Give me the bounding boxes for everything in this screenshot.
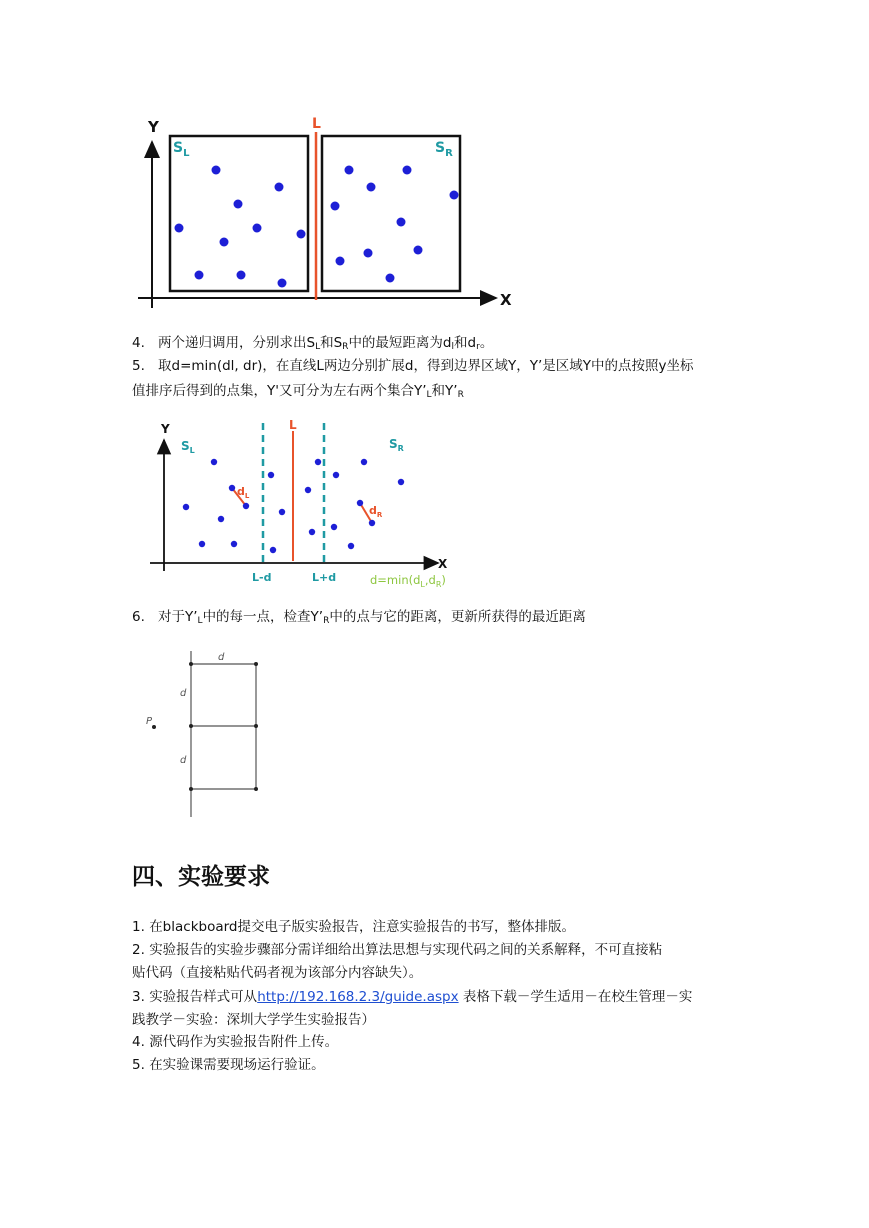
figure-strip	[128, 415, 468, 593]
point	[403, 166, 412, 175]
step-4: 4. 两个递归调用，分别求出$S_L$和$S_R$中的最短距离为$d_l$和$d_r$。	[132, 335, 494, 352]
point	[369, 520, 375, 526]
step-number: 6.	[132, 609, 145, 625]
corner-point	[254, 724, 258, 728]
point	[348, 543, 354, 549]
left-set-box	[170, 136, 308, 291]
step-number: 4.	[132, 335, 145, 351]
d-low-label: d	[180, 755, 187, 766]
point	[243, 503, 249, 509]
requirement-3-line-2: 践教学－实验：深圳大学学生实验报告）	[132, 1012, 375, 1028]
left-set-label: $S_L$	[181, 439, 195, 455]
point	[211, 459, 217, 465]
point	[212, 166, 221, 175]
point	[361, 459, 367, 465]
x-axis-label: X	[500, 291, 512, 309]
requirement-1: 1. 在blackboard提交电子版实验报告，注意实验报告的书写，整体排版。	[132, 919, 576, 935]
right-set-label: $S_R$	[389, 437, 404, 453]
right-set-label: $S_R$	[435, 140, 453, 159]
point	[218, 516, 224, 522]
dl-label: $d_L$	[237, 485, 250, 500]
point	[315, 459, 321, 465]
x-axis-label: X	[438, 557, 448, 571]
point	[278, 279, 287, 288]
requirement-5: 5. 在实验课需要现场运行验证。	[132, 1057, 325, 1073]
point	[450, 191, 459, 200]
left-set-label: $S_L$	[173, 140, 190, 159]
point	[345, 166, 354, 175]
divider-label: L	[289, 418, 297, 432]
point	[305, 487, 311, 493]
corner-point	[189, 662, 193, 666]
point	[297, 230, 306, 239]
corner-point	[254, 662, 258, 666]
point	[367, 183, 376, 192]
point	[229, 485, 235, 491]
point	[183, 504, 189, 510]
lplus-label: L+d	[312, 571, 337, 584]
requirement-2-line-2: 贴代码（直接粘贴代码者视为该部分内容缺失）。	[132, 965, 423, 981]
step-5-line-2: 值排序后得到的点集，Y'又可分为左右两个集合$Y’_L$和$Y’_R$	[132, 383, 464, 400]
point	[199, 541, 205, 547]
guide-link[interactable]: http://192.168.2.3/guide.aspx	[257, 989, 459, 1005]
point	[386, 274, 395, 283]
requirement-3-line-1: 3. 实验报告样式可从http://192.168.2.3/guide.aspx 表格下载－学生适用－在校生管理－实	[132, 989, 693, 1005]
point	[414, 246, 423, 255]
point	[270, 547, 276, 553]
divider-label: L	[312, 116, 321, 132]
p-label: P	[146, 716, 153, 727]
point	[397, 218, 406, 227]
point	[234, 200, 243, 209]
point	[331, 524, 337, 530]
requirement-4: 4. 源代码作为实验报告附件上传。	[132, 1034, 339, 1050]
point	[253, 224, 262, 233]
point	[309, 529, 315, 535]
point	[231, 541, 237, 547]
corner-point	[189, 787, 193, 791]
point	[220, 238, 229, 247]
point	[364, 249, 373, 258]
corner-point	[189, 724, 193, 728]
step-number: 5.	[132, 358, 145, 374]
section-heading: 四、实验要求	[132, 863, 270, 890]
point	[331, 202, 340, 211]
point	[398, 479, 404, 485]
point	[275, 183, 284, 192]
step-5-line-1: 5. 取d=min(dl, dr)，在直线L两边分别扩展d，得到边界区域Y，Y’是区域Y中的点按照y坐标	[132, 358, 694, 374]
y-axis-label: Y	[148, 118, 159, 136]
point	[237, 271, 246, 280]
min-formula: $d=\min(d_L,d_R)$	[370, 573, 446, 589]
point	[279, 509, 285, 515]
d-mid-label: d	[180, 688, 187, 699]
right-set-box	[322, 136, 460, 291]
lminus-label: L-d	[252, 571, 272, 584]
figure-d-by-2d-box	[140, 645, 280, 820]
point	[175, 224, 184, 233]
point	[268, 472, 274, 478]
point	[357, 500, 363, 506]
point	[195, 271, 204, 280]
figure-divide-sets	[130, 112, 530, 312]
corner-point	[254, 787, 258, 791]
step-6: 6. 对于$Y’_L$中的每一点，检查$Y’_R$中的点与它的距离，更新所获得的最近距离	[132, 609, 586, 626]
p-point	[152, 725, 156, 729]
dr-label: $d_R$	[369, 504, 383, 519]
d-top-label: d	[218, 652, 225, 663]
point	[336, 257, 345, 266]
requirement-2-line-1: 2. 实验报告的实验步骤部分需详细给出算法思想与实现代码之间的关系解释，不可直接粘	[132, 942, 663, 958]
y-axis-label: Y	[161, 422, 170, 436]
point	[333, 472, 339, 478]
